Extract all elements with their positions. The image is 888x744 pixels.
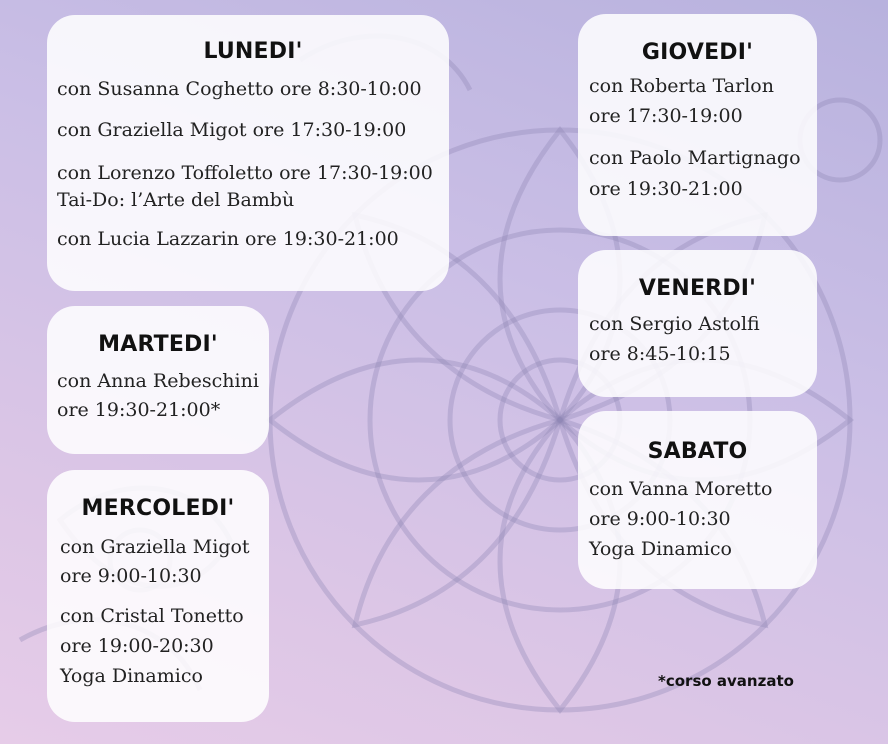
entry-line: Yoga Dinamico [60, 665, 203, 687]
entry-line: ore 8:45-10:15 [589, 343, 731, 365]
entry-line: con Vanna Moretto [589, 478, 773, 500]
monday-entry-4 [57, 226, 449, 253]
advanced-course-footnote: *corso avanzato [658, 672, 794, 690]
friday-entry-1 [589, 309, 817, 369]
monday-entry-1 [57, 76, 449, 103]
entry-line: ore 9:00-10:30 [589, 508, 731, 530]
wednesday-entry-2 [60, 601, 269, 691]
entry-line: con Susanna Coghetto ore 8:30-10:00 [57, 78, 422, 100]
thursday-entry-2 [589, 143, 817, 205]
entry-line: con Roberta Tarlon [589, 75, 774, 97]
monday-entry-3 [57, 160, 449, 214]
entry-line: con Graziella Migot [60, 536, 250, 558]
tuesday-title: MARTEDI' [98, 332, 218, 357]
entry-line: Yoga Dinamico [589, 538, 732, 560]
entry-line: con Sergio Astolfi [589, 313, 760, 335]
entry-line: Tai-Do: l’Arte del Bambù [57, 189, 295, 211]
entry-line: ore 17:30-19:00 [589, 105, 743, 127]
monday-entry-2 [57, 117, 449, 144]
thursday-entry-1 [589, 71, 817, 131]
monday-title: LUNEDI' [203, 39, 303, 64]
friday-card [578, 250, 817, 397]
entry-line: ore 19:30-21:00 [589, 178, 743, 200]
saturday-card [578, 411, 817, 589]
entry-line: ore 19:30-21:00* [57, 399, 221, 421]
entry-line: con Paolo Martignago [589, 147, 801, 169]
saturday-title: SABATO [647, 439, 748, 464]
thursday-card [578, 14, 817, 236]
entry-line: con Cristal Tonetto [60, 605, 244, 627]
saturday-entry-1 [589, 474, 817, 564]
tuesday-entry-1 [57, 367, 269, 425]
entry-line: con Graziella Migot ore 17:30-19:00 [57, 119, 407, 141]
wednesday-card [47, 470, 269, 722]
wednesday-entry-1 [60, 533, 269, 591]
entry-line: ore 9:00-10:30 [60, 565, 202, 587]
entry-line: con Anna Rebeschini [57, 370, 259, 392]
tuesday-card [47, 306, 269, 454]
monday-card [47, 15, 449, 291]
entry-line: con Lucia Lazzarin ore 19:30-21:00 [57, 228, 399, 250]
entry-line: con Lorenzo Toffoletto ore 17:30-19:00 [57, 162, 433, 184]
friday-title: VENERDI' [638, 276, 757, 301]
entry-line: ore 19:00-20:30 [60, 635, 214, 657]
thursday-title: GIOVEDI' [641, 40, 754, 65]
wednesday-title: MERCOLEDI' [81, 496, 235, 521]
